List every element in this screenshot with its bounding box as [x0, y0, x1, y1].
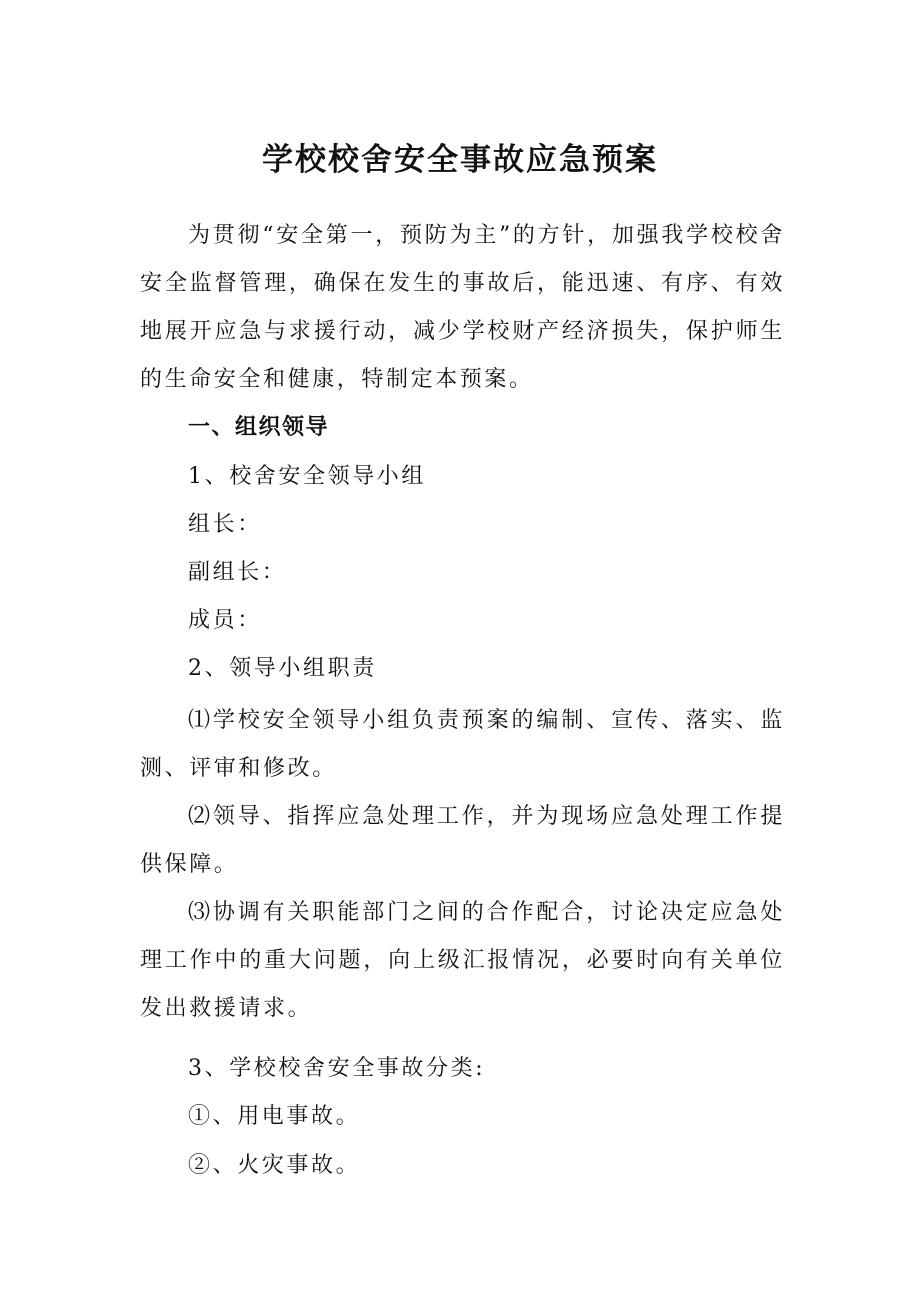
section-heading-organization: 一、组织领导 — [188, 415, 330, 440]
document-title: 学校校舍安全事故应急预案 — [262, 142, 658, 178]
group-leader-field: 组长： — [188, 512, 262, 537]
accident-type-2: ②、火灾事故。 — [188, 1153, 361, 1178]
subsection-group-duties: 2、领导小组职责 — [188, 656, 377, 681]
members-field: 成员： — [188, 608, 262, 633]
subsection-leadership-group: 1、校舍安全领导小组 — [188, 464, 426, 489]
duty-item-3: ⑶协调有关职能部门之间的合作配合，讨论决定应急处理工作中的重大问题，向上级汇报情况，必要时向有关单位发出救援请求。 — [140, 900, 785, 1021]
subsection-accident-types: 3、学校校舍安全事故分类: — [188, 1056, 486, 1081]
deputy-leader-field: 副组长： — [188, 560, 287, 585]
duty-item-1: ⑴学校安全领导小组负责预案的编制、宣传、落实、监测、评审和修改。 — [140, 708, 785, 781]
intro-paragraph: 为贯彻“安全第一，预防为主”的方针，加强我学校校舍安全监督管理，确保在发生的事故后，能迅速、有序、有效地展开应急与求援行动，减少学校财产经济损失，保护师生的生命安全和健康，特制定本预案。 — [140, 223, 785, 392]
duty-item-2: ⑵领导、指挥应急处理工作，并为现场应急处理工作提供保障。 — [140, 804, 785, 877]
accident-type-1: ①、用电事故。 — [188, 1104, 361, 1129]
